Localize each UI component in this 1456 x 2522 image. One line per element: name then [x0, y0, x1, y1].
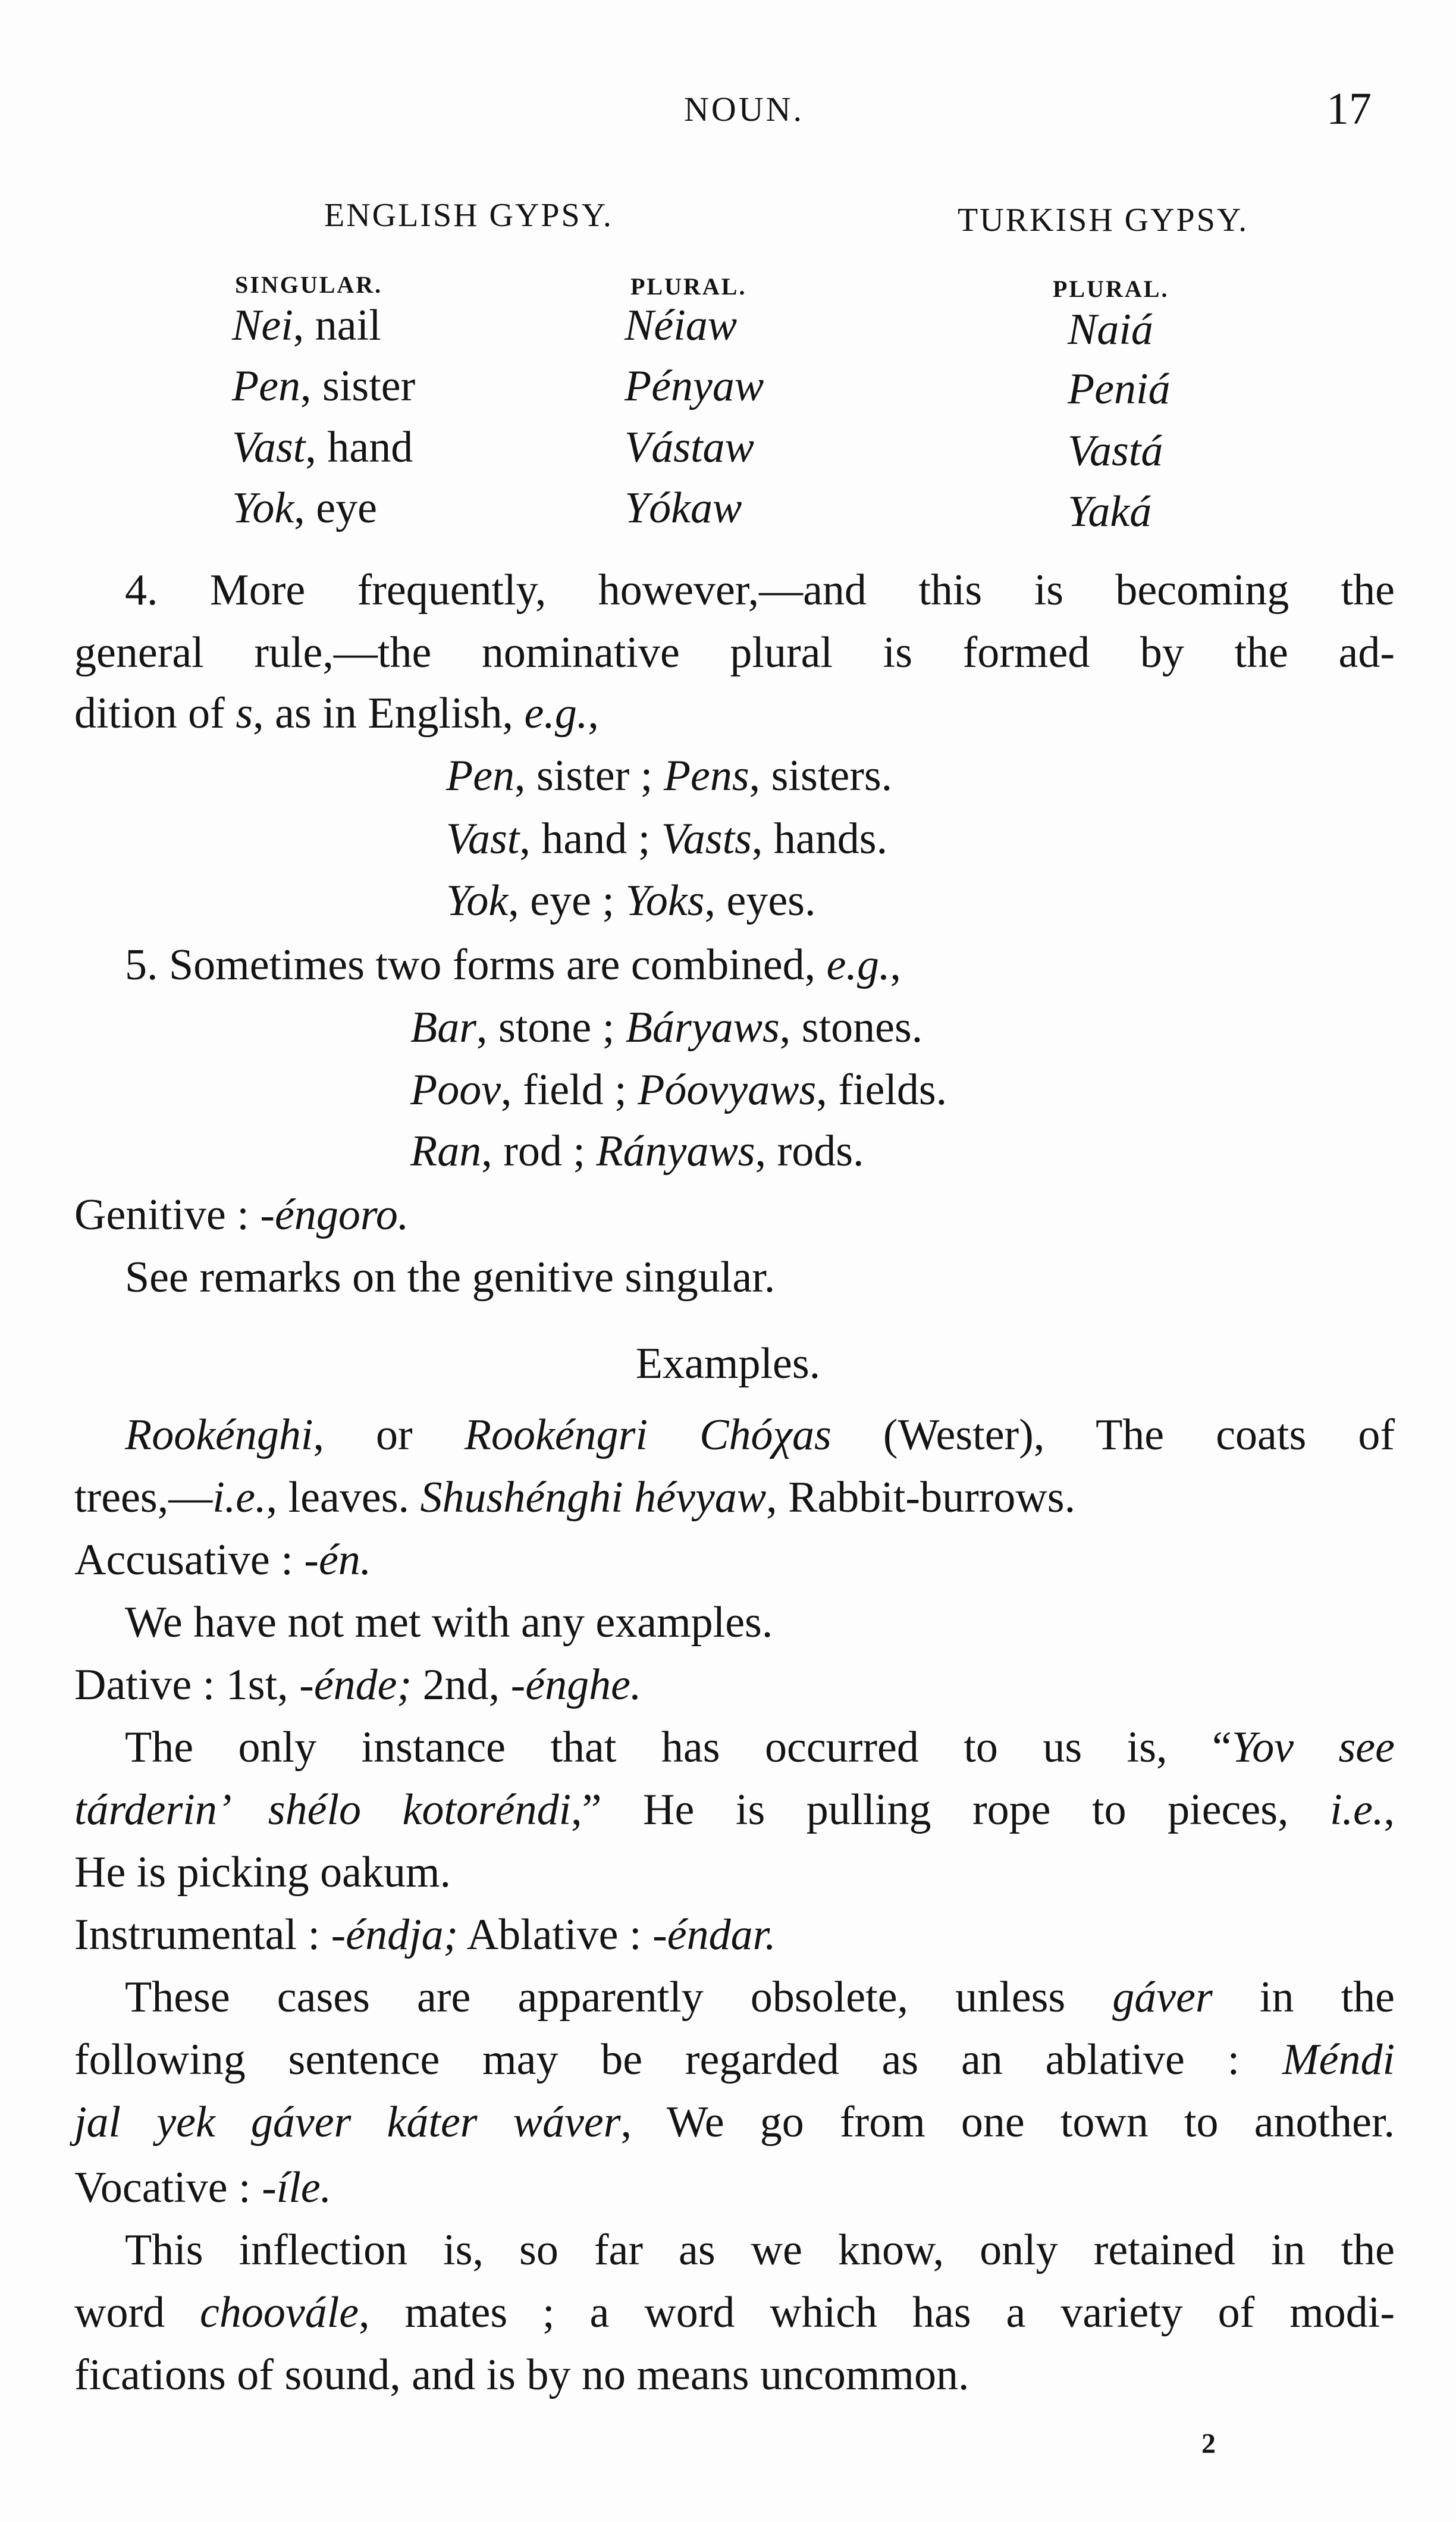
- genitive-remark: See remarks on the genitive singular.: [125, 1253, 776, 1302]
- accusative-remark: We have not met with any examples.: [125, 1598, 773, 1647]
- table-cell-turkish: Naiá: [1068, 305, 1153, 354]
- paragraph-5: 5. Sometimes two forms are combined, e.g.,: [125, 941, 902, 989]
- examples-paragraph-line: trees,—i.e., leaves. Shushénghi hévyaw, Rabbit-burrows.: [74, 1473, 1076, 1522]
- example-line: Poov, field ; Póovyaws, fields.: [410, 1066, 947, 1114]
- example-line: Pen, sister ; Pens, sisters.: [446, 751, 893, 800]
- dative-paragraph-line: He is picking oakum.: [74, 1848, 451, 1897]
- examples-heading: Examples.: [635, 1339, 821, 1388]
- table-row: Vast, hand: [232, 423, 413, 472]
- example-line: Bar, stone ; Báryaws, stones.: [410, 1003, 923, 1052]
- vocative-paragraph-line: fications of sound, and is by no means uncommon.: [74, 2351, 969, 2399]
- table-cell-plural: Pényaw: [625, 362, 764, 411]
- dative-paragraph-line: tárderin’ shélo kotoréndi,” He is pulling rope to pieces, i.e.,: [74, 1785, 1395, 1834]
- table-cell-plural: Néiaw: [625, 301, 738, 350]
- case-heading-instrumental-ablative: Instrumental : -éndja; Ablative : -éndar.: [74, 1910, 776, 1959]
- signature-mark: 2: [1201, 2428, 1216, 2460]
- vocative-paragraph-line: This inflection is, so far as we know, only retained in the: [125, 2226, 1395, 2275]
- group-heading-english: ENGLISH GYPSY.: [324, 197, 613, 234]
- paragraph-4-line: 4. More frequently, however,—and this is becoming the: [125, 566, 1395, 615]
- table-cell-turkish: Vastá: [1068, 427, 1163, 475]
- column-heading-singular: SINGULAR.: [235, 271, 383, 298]
- example-line: Yok, eye ; Yoks, eyes.: [446, 876, 816, 925]
- case-heading-vocative: Vocative : -íle.: [74, 2163, 332, 2212]
- example-line: Vast, hand ; Vasts, hands.: [446, 814, 888, 863]
- dative-paragraph-line: The only instance that has occurred to us is, “Yov see: [125, 1723, 1395, 1772]
- ablative-paragraph-line: following sentence may be regarded as an ablative : Méndi: [74, 2035, 1395, 2084]
- case-heading-genitive: Genitive : -éngoro.: [74, 1190, 409, 1239]
- case-heading-accusative: Accusative : -én.: [74, 1536, 372, 1584]
- column-heading-plural: PLURAL.: [630, 273, 747, 300]
- column-heading-plural-turkish: PLURAL.: [1053, 275, 1169, 302]
- ablative-paragraph-line: These cases are apparently obsolete, unless gáver in the: [125, 1973, 1395, 2022]
- paragraph-4-line: dition of s, as in English, e.g.,: [74, 689, 599, 738]
- table-row: Nei, nail: [232, 301, 381, 350]
- table-cell-turkish: Yaká: [1068, 487, 1152, 536]
- group-heading-turkish: TURKISH GYPSY.: [958, 202, 1249, 239]
- table-cell-plural: Yókaw: [625, 484, 742, 532]
- ablative-paragraph-line: jal yek gáver káter wáver, We go from one town to another.: [74, 2098, 1395, 2147]
- table-cell-plural: Vástaw: [625, 423, 754, 472]
- example-line: Ran, rod ; Rányaws, rods.: [410, 1127, 864, 1176]
- running-title: NOUN.: [684, 90, 805, 129]
- paragraph-4-line: general rule,—the nominative plural is formed by the ad-: [74, 628, 1395, 677]
- examples-paragraph-line: Rookénghi, or Rookéngri Chóχas (Wester), The coats of: [125, 1411, 1395, 1459]
- vocative-paragraph-line: word choovále, mates ; a word which has a variety of modi-: [74, 2288, 1395, 2337]
- table-cell-turkish: Peniá: [1068, 365, 1171, 413]
- table-row: Pen, sister: [232, 362, 416, 411]
- page-number: 17: [1326, 84, 1372, 134]
- case-heading-dative: Dative : 1st, -énde; 2nd, -énghe.: [74, 1661, 642, 1709]
- table-row: Yok, eye: [232, 484, 377, 532]
